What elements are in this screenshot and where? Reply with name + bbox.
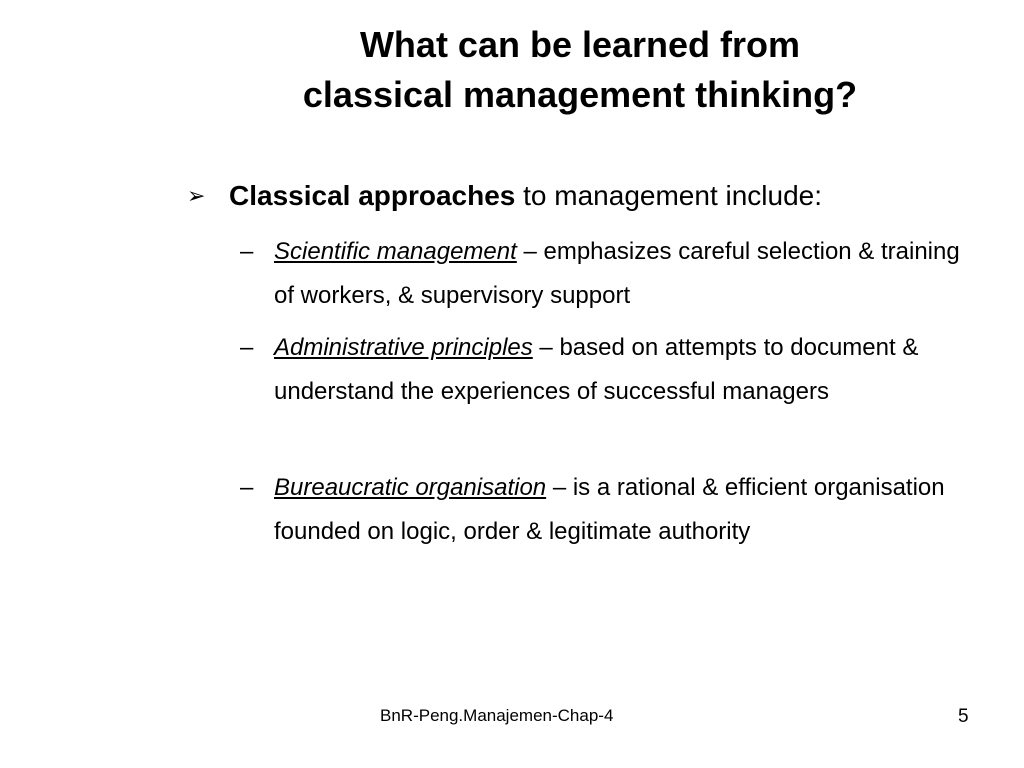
dash-bullet-icon: –	[240, 238, 254, 265]
sub-item-body	[274, 326, 974, 414]
sub-item-term: Bureaucratic organisation	[274, 474, 547, 501]
dash-bullet-icon: –	[240, 334, 254, 361]
footer-label: BnR-Peng.Manajemen-Chap-4	[380, 706, 614, 725]
main-bullet-text	[229, 176, 822, 216]
arrow-bullet-icon: ➢	[187, 183, 206, 208]
sub-item-term: Administrative principles	[274, 334, 533, 361]
slide-title	[230, 20, 930, 120]
sub-item-text: – based on attempts to document & understand the experiences of successful managers	[274, 334, 919, 405]
main-bullet-bold: Classical approaches	[229, 180, 516, 211]
sub-item-body	[274, 230, 974, 318]
slide-title-line-2: classical management thinking?	[302, 74, 858, 115]
sub-item-body	[274, 466, 974, 554]
page-number: 5	[958, 706, 969, 727]
sub-item-text: – is a rational & efficient organisation founded on logic, order & legitimate authority	[274, 474, 945, 545]
main-bullet-rest: to management include:	[515, 180, 823, 211]
sub-item-term: Scientific management	[274, 238, 517, 265]
dash-bullet-icon: –	[240, 474, 254, 501]
sub-item-text: – emphasizes careful selection & training of workers, & supervisory support	[274, 238, 960, 309]
slide-title-line-1: What can be learned from	[359, 24, 801, 65]
